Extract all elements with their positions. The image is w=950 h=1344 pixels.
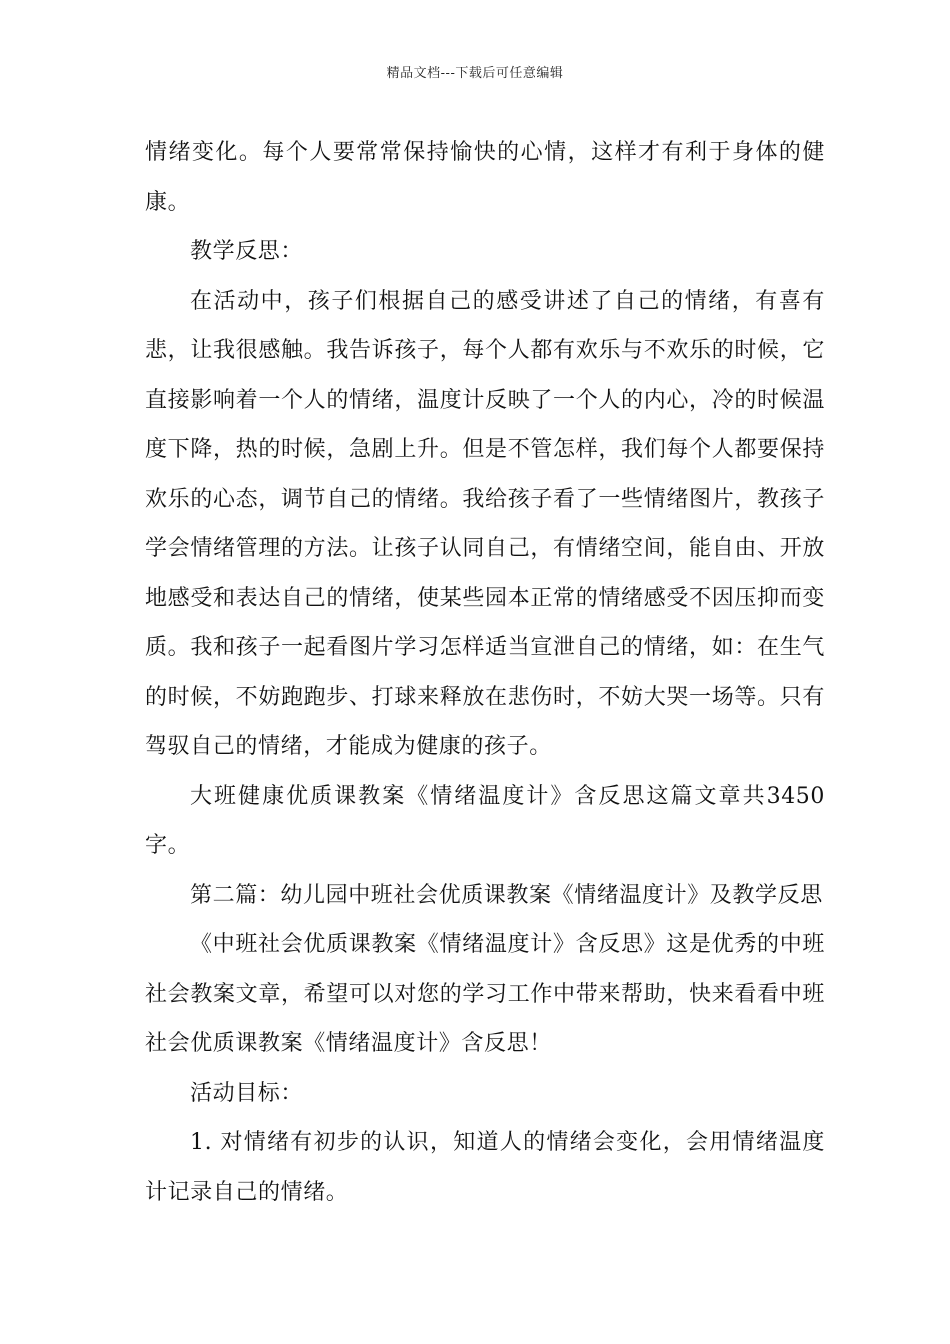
page-header: 精品文档---下载后可任意编辑 bbox=[386, 66, 564, 81]
paragraph-intro: 《中班社会优质课教案《情绪温度计》含反思》这是优秀的中班社会教案文章，希望可以对您的学习工作中带来帮助，快来看看中班社会优质课教案《情绪温度计》含反思！ bbox=[145, 932, 825, 1056]
second-article-title: 第二篇：幼儿园中班社会优质课教案《情绪温度计》及教学反思 bbox=[190, 882, 823, 908]
paragraph-reflection: 在活动中，孩子们根据自己的感受讲述了自己的情绪，有喜有悲，让我很感触。我告诉孩子，每个人都有欢乐与不欢乐的时候，它直接影响着一个人的情绪，温度计反映了一个人的内心，冷的时候温度下降，热的时候，急剧上升。但是不管怎样，我们每个人都要保持欢乐的心态，调节自己的情绪。我给孩子看了一些情绪图片，教孩子学会情绪管理的方法。让孩子认同自己，有情绪空间，能自由、开放地感受和表达自己的情绪，使某些园本正常的情绪感受不因压抑而变质。我和孩子一起看图片学习怎样适当宣泄自己的情绪，如：在生气的时候，不妨跑跑步、打球来释放在悲伤时，不妨大哭一场等。只有驾驭自己的情绪，才能成为健康的孩子。 bbox=[145, 288, 825, 759]
reflection-heading: 教学反思： bbox=[190, 239, 304, 264]
goal-item-1: 1. 对情绪有初步的认识，知道人的情绪会变化，会用情绪温度计记录自己的情绪。 bbox=[145, 1130, 825, 1205]
document-body bbox=[145, 128, 825, 1217]
paragraph-word-count: 大班健康优质课教案《情绪温度计》含反思这篇文章共3450字。 bbox=[145, 783, 825, 858]
paragraph-continuation: 情绪变化。每个人要常常保持愉快的心情，这样才有利于身体的健康。 bbox=[145, 140, 825, 215]
goals-heading: 活动目标： bbox=[190, 1080, 304, 1106]
